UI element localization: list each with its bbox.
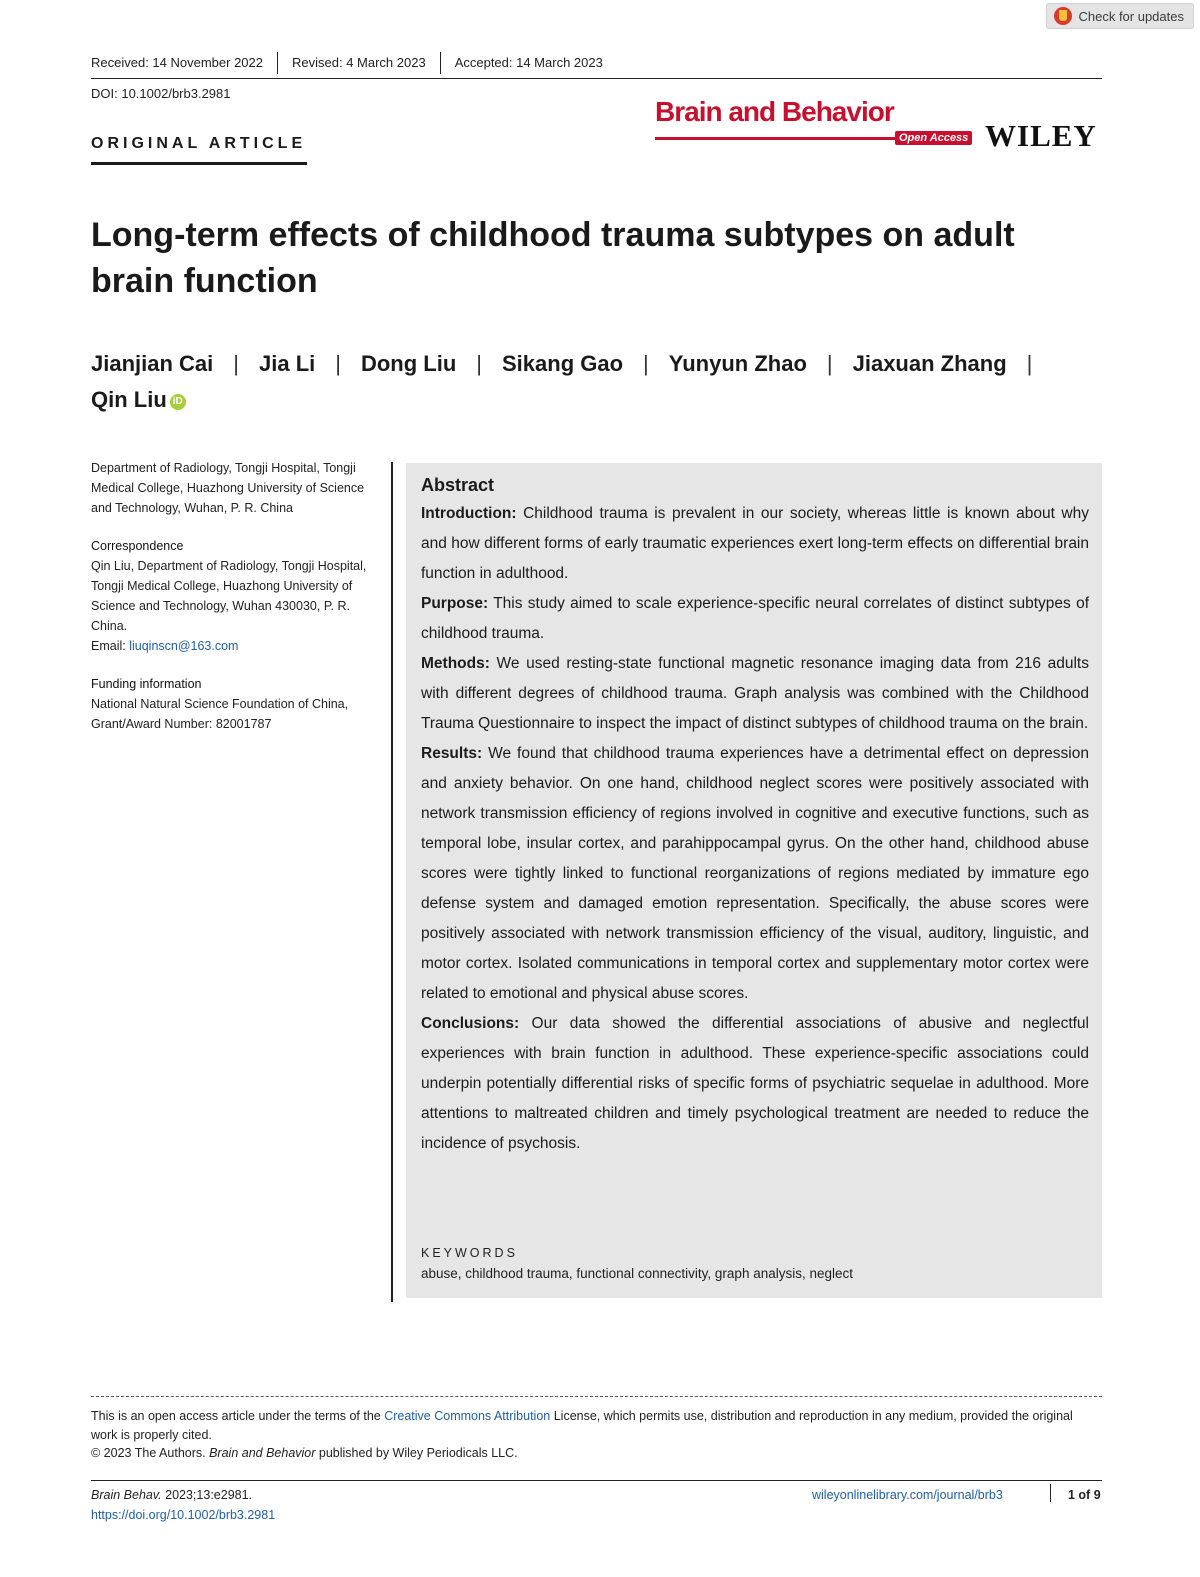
footer-rule [91, 1480, 1102, 1481]
author-name[interactable]: Jianjian Cai [91, 351, 214, 376]
copyright-journal: Brain and Behavior [209, 1446, 316, 1460]
email-label: Email: [91, 639, 130, 653]
bookmark-icon [1054, 7, 1072, 25]
section-text: Childhood trauma is prevalent in our society, whereas little is known about why and how different forms of early traumatic experiences exert long-term effects on differential brain function in adulthood. [421, 505, 1089, 582]
abstract-section [421, 499, 1089, 589]
divider: | [476, 351, 482, 376]
divider: | [1026, 351, 1033, 376]
license-pre: This is an open access article under the terms of the [91, 1409, 385, 1423]
divider: | [335, 351, 341, 376]
license-link[interactable]: Creative Commons Attribution [384, 1409, 551, 1423]
affiliation: Department of Radiology, Tongji Hospital, Tongji Medical College, Huazhong University of Science and Technology, Wuhan, P. R. China [91, 461, 365, 515]
doi-text: DOI: 10.1002/brb3.2981 [91, 86, 231, 101]
section-label: Methods: [421, 655, 490, 672]
correspondence-heading: Correspondence [91, 539, 184, 553]
abstract-section [421, 589, 1089, 649]
copyright-post: published by Wiley Periodicals LLC. [315, 1446, 518, 1460]
keywords-heading: KEYWORDS [421, 1246, 518, 1260]
journal-logo-rule [655, 137, 895, 140]
orcid-icon[interactable]: iD [170, 394, 186, 410]
article-type-underline [91, 162, 307, 165]
section-label: Results: [421, 745, 483, 762]
abstract-section [421, 1009, 1089, 1159]
received-date: Received: 14 November 2022 [91, 55, 263, 70]
divider: | [643, 351, 649, 376]
author-name[interactable]: Jiaxuan Zhang [852, 351, 1007, 376]
footer-divider [91, 1396, 1102, 1397]
doi-link[interactable]: https://doi.org/10.1002/brb3.2981 [91, 1508, 276, 1522]
author-name[interactable]: Sikang Gao [502, 351, 624, 376]
citation-journal: Brain Behav. [91, 1488, 162, 1502]
citation-rest: 2023;13:e2981. [161, 1488, 253, 1502]
journal-logo[interactable]: Brain and Behavior [655, 96, 894, 127]
revised-date: Revised: 4 March 2023 [292, 55, 426, 70]
author-name[interactable]: Qin Liu [91, 387, 167, 412]
article-info-column [91, 458, 381, 752]
section-text: We used resting-state functional magnetic resonance imaging data from 216 adults with different degrees of childhood trauma. Graph analysis was combined with the Childhood Trauma Questionnaire to inspect the impact of distinct subtypes of childhood trauma on the brain. [421, 655, 1089, 732]
abstract-section [421, 739, 1089, 1009]
author-name[interactable]: Dong Liu [360, 351, 457, 376]
page-number: 1 of 9 [1068, 1488, 1101, 1502]
citation [91, 1488, 252, 1502]
funding-text: National Natural Science Foundation of China, Grant/Award Number: 82001787 [91, 697, 349, 731]
section-text: This study aimed to scale experience-specific neural correlates of distinct subtypes of childhood trauma. [421, 595, 1089, 642]
funding-block [91, 674, 381, 734]
license-post: License, which permits use, distribution and reproduction in any medium, provided the original work is properly cited. [91, 1409, 1073, 1442]
license-text [91, 1407, 1102, 1445]
article-title: Long-term effects of childhood trauma subtypes on adult brain function [91, 216, 1015, 300]
email-link[interactable]: liuqinscn@163.com [129, 639, 239, 653]
keywords-list: abuse, childhood trauma, functional connectivity, graph analysis, neglect [421, 1266, 854, 1281]
funding-heading: Funding information [91, 677, 202, 691]
divider [440, 52, 441, 74]
author-name[interactable]: Jia Li [259, 351, 316, 376]
publisher-logo[interactable]: WILEY [985, 118, 1097, 153]
abstract-box [406, 463, 1102, 1298]
correspondence-block [91, 536, 381, 656]
copyright-text [91, 1446, 518, 1460]
correspondence-text: Qin Liu, Department of Radiology, Tongji Hospital, Tongji Medical College, Huazhong University of Science and Technology, Wuhan 430030, P. R. China. [91, 559, 367, 633]
author-name[interactable]: Yunyun Zhao [668, 351, 807, 376]
divider [277, 52, 278, 74]
article-dates [91, 52, 1102, 79]
section-text: We found that childhood trauma experiences have a detrimental effect on depression and anxiety behavior. On one hand, childhood neglect scores were positively associated with network transmission efficiency of regions involved in cognitive and executive functions, such as temporal lobe, insular cortex, and parahippocampal gyrus. On the other hand, childhood abuse scores were tightly linked to functional reorganizations of regions mediated by immature ego defense system and damaged emotion representation. Specifically, the abuse scores were positively associated with network transmission efficiency of the visual, auditory, linguistic, and motor cortex. Isolated communications in temporal cortex and supplementary motor cortex were related to emotional and physical abuse scores. [421, 745, 1089, 1002]
divider [1050, 1484, 1051, 1502]
open-access-badge: Open Access [895, 131, 972, 145]
section-label: Introduction: [421, 505, 517, 522]
divider: | [826, 351, 833, 376]
author-list [91, 346, 1101, 418]
section-label: Conclusions: [421, 1015, 520, 1032]
journal-web-link[interactable]: wileyonlinelibrary.com/journal/brb3 [812, 1488, 1003, 1502]
section-label: Purpose: [421, 595, 489, 612]
divider: | [233, 351, 239, 376]
article-type: ORIGINAL ARTICLE [91, 135, 307, 152]
copyright-pre: © 2023 The Authors. [91, 1446, 210, 1460]
check-for-updates-button[interactable] [1046, 3, 1194, 29]
check-for-updates-label: Check for updates [1078, 8, 1184, 24]
column-divider [391, 462, 393, 1302]
abstract-heading: Abstract [421, 475, 495, 495]
accepted-date: Accepted: 14 March 2023 [454, 55, 603, 70]
section-text: Our data showed the differential associations of abusive and neglectful experiences with brain function in adulthood. These experience-specific associations could underpin potentially differential risks of specific forms of psychiatric sequelae in adulthood. More attentions to maltreated children and timely psychological treatment are needed to reduce the incidence of psychosis. [421, 1015, 1089, 1152]
abstract-section [421, 649, 1089, 739]
